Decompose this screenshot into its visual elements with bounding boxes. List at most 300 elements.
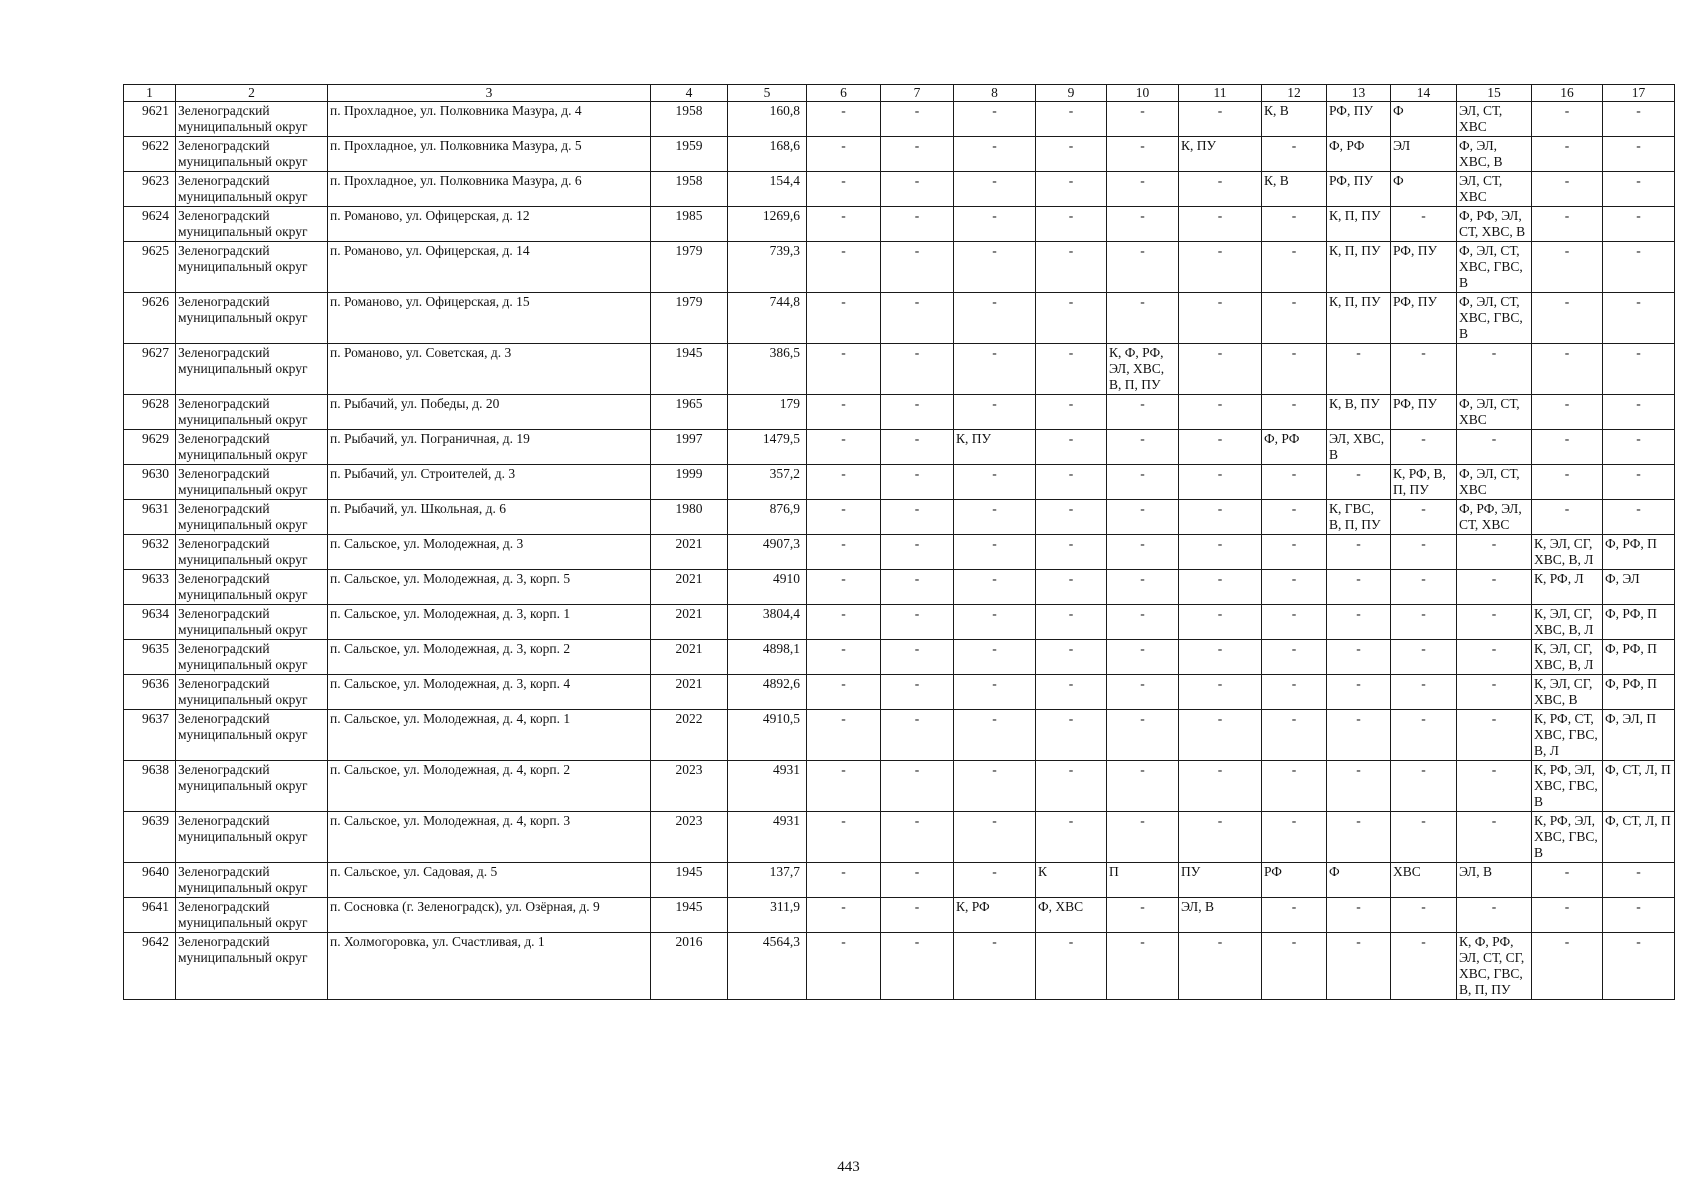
cell-district: Зеленоградский муниципальный округ xyxy=(176,102,328,137)
cell-c14: Ф xyxy=(1391,172,1457,207)
cell-c6: - xyxy=(807,863,881,898)
cell-c12: К, В xyxy=(1262,172,1327,207)
cell-c11: К, ПУ xyxy=(1179,137,1262,172)
cell-c8: К, ПУ xyxy=(954,430,1036,465)
cell-c14: - xyxy=(1391,344,1457,395)
cell-c16: К, РФ, Л xyxy=(1532,570,1603,605)
cell-num: 9630 xyxy=(124,465,176,500)
cell-c8: - xyxy=(954,605,1036,640)
cell-c9: К xyxy=(1036,863,1107,898)
cell-district: Зеленоградский муниципальный округ xyxy=(176,933,328,1000)
cell-c7: - xyxy=(881,675,954,710)
cell-c9: - xyxy=(1036,710,1107,761)
cell-c7: - xyxy=(881,863,954,898)
cell-c15: - xyxy=(1457,535,1532,570)
cell-c9: - xyxy=(1036,812,1107,863)
cell-c11: - xyxy=(1179,207,1262,242)
cell-year: 1959 xyxy=(651,137,728,172)
cell-c7: - xyxy=(881,570,954,605)
cell-c13: - xyxy=(1327,761,1391,812)
cell-year: 1945 xyxy=(651,344,728,395)
cell-c10: - xyxy=(1107,570,1179,605)
cell-c15: Ф, РФ, ЭЛ, СТ, ХВС, В xyxy=(1457,207,1532,242)
cell-c15: ЭЛ, В xyxy=(1457,863,1532,898)
cell-c7: - xyxy=(881,207,954,242)
cell-c13: - xyxy=(1327,570,1391,605)
cell-c16: - xyxy=(1532,933,1603,1000)
cell-num: 9623 xyxy=(124,172,176,207)
cell-c17: - xyxy=(1603,102,1675,137)
cell-c6: - xyxy=(807,898,881,933)
cell-address: п. Романово, ул. Офицерская, д. 14 xyxy=(328,242,651,293)
cell-c10: - xyxy=(1107,430,1179,465)
cell-c7: - xyxy=(881,395,954,430)
cell-c15: Ф, РФ, ЭЛ, СТ, ХВС xyxy=(1457,500,1532,535)
cell-c12: - xyxy=(1262,137,1327,172)
cell-c14: - xyxy=(1391,898,1457,933)
cell-c14: - xyxy=(1391,675,1457,710)
cell-c8: - xyxy=(954,863,1036,898)
cell-c8: - xyxy=(954,395,1036,430)
cell-district: Зеленоградский муниципальный округ xyxy=(176,137,328,172)
cell-year: 2021 xyxy=(651,675,728,710)
cell-c6: - xyxy=(807,933,881,1000)
cell-c8: - xyxy=(954,102,1036,137)
cell-c7: - xyxy=(881,293,954,344)
cell-c11: - xyxy=(1179,570,1262,605)
cell-c17: - xyxy=(1603,344,1675,395)
cell-num: 9627 xyxy=(124,344,176,395)
cell-c14: - xyxy=(1391,500,1457,535)
cell-c16: - xyxy=(1532,242,1603,293)
cell-c16: - xyxy=(1532,395,1603,430)
cell-area: 386,5 xyxy=(728,344,807,395)
cell-c7: - xyxy=(881,137,954,172)
cell-c17: Ф, ЭЛ xyxy=(1603,570,1675,605)
cell-c16: К, ЭЛ, СГ, ХВС, В, Л xyxy=(1532,605,1603,640)
cell-year: 1985 xyxy=(651,207,728,242)
cell-district: Зеленоградский муниципальный округ xyxy=(176,242,328,293)
cell-c8: - xyxy=(954,344,1036,395)
cell-c10: - xyxy=(1107,293,1179,344)
cell-c14: ХВС xyxy=(1391,863,1457,898)
cell-year: 2021 xyxy=(651,570,728,605)
cell-c11: - xyxy=(1179,465,1262,500)
cell-c16: - xyxy=(1532,172,1603,207)
cell-c12: - xyxy=(1262,605,1327,640)
cell-c13: К, П, ПУ xyxy=(1327,293,1391,344)
cell-num: 9634 xyxy=(124,605,176,640)
cell-c13: Ф xyxy=(1327,863,1391,898)
column-header-10: 10 xyxy=(1107,85,1179,102)
cell-c6: - xyxy=(807,500,881,535)
table-row xyxy=(124,344,1675,395)
cell-c12: Ф, РФ xyxy=(1262,430,1327,465)
cell-c10: - xyxy=(1107,102,1179,137)
cell-c11: - xyxy=(1179,172,1262,207)
cell-c15: ЭЛ, СТ, ХВС xyxy=(1457,102,1532,137)
cell-c13: - xyxy=(1327,675,1391,710)
cell-c13: К, В, ПУ xyxy=(1327,395,1391,430)
cell-c16: - xyxy=(1532,207,1603,242)
cell-area: 4910,5 xyxy=(728,710,807,761)
cell-c16: - xyxy=(1532,344,1603,395)
cell-address: п. Прохладное, ул. Полковника Мазура, д. 6 xyxy=(328,172,651,207)
cell-c6: - xyxy=(807,640,881,675)
cell-c7: - xyxy=(881,172,954,207)
cell-c10: - xyxy=(1107,710,1179,761)
cell-c6: - xyxy=(807,570,881,605)
cell-district: Зеленоградский муниципальный округ xyxy=(176,898,328,933)
cell-c12: - xyxy=(1262,207,1327,242)
cell-c11: - xyxy=(1179,710,1262,761)
cell-c11: - xyxy=(1179,242,1262,293)
cell-c9: - xyxy=(1036,535,1107,570)
cell-year: 2021 xyxy=(651,605,728,640)
table-row xyxy=(124,465,1675,500)
cell-c17: - xyxy=(1603,863,1675,898)
cell-c14: - xyxy=(1391,570,1457,605)
cell-c7: - xyxy=(881,710,954,761)
cell-c11: - xyxy=(1179,293,1262,344)
table-row xyxy=(124,500,1675,535)
cell-c13: ЭЛ, ХВС, В xyxy=(1327,430,1391,465)
cell-district: Зеленоградский муниципальный округ xyxy=(176,172,328,207)
cell-c13: - xyxy=(1327,344,1391,395)
cell-year: 1979 xyxy=(651,293,728,344)
cell-c9: - xyxy=(1036,395,1107,430)
cell-c15: - xyxy=(1457,812,1532,863)
cell-c8: - xyxy=(954,293,1036,344)
cell-c15: Ф, ЭЛ, ХВС, В xyxy=(1457,137,1532,172)
cell-c7: - xyxy=(881,640,954,675)
cell-c16: К, ЭЛ, СГ, ХВС, В, Л xyxy=(1532,640,1603,675)
cell-c14: РФ, ПУ xyxy=(1391,293,1457,344)
cell-c13: - xyxy=(1327,605,1391,640)
cell-c10: - xyxy=(1107,761,1179,812)
cell-c7: - xyxy=(881,344,954,395)
cell-year: 1958 xyxy=(651,102,728,137)
cell-c16: - xyxy=(1532,863,1603,898)
cell-year: 1965 xyxy=(651,395,728,430)
cell-district: Зеленоградский муниципальный округ xyxy=(176,675,328,710)
cell-area: 1269,6 xyxy=(728,207,807,242)
cell-district: Зеленоградский муниципальный округ xyxy=(176,465,328,500)
cell-c9: - xyxy=(1036,293,1107,344)
cell-district: Зеленоградский муниципальный округ xyxy=(176,344,328,395)
cell-year: 2023 xyxy=(651,812,728,863)
cell-c17: Ф, ЭЛ, П xyxy=(1603,710,1675,761)
cell-c13: К, П, ПУ xyxy=(1327,242,1391,293)
cell-c12: - xyxy=(1262,812,1327,863)
cell-c7: - xyxy=(881,500,954,535)
cell-c9: - xyxy=(1036,933,1107,1000)
cell-c8: - xyxy=(954,640,1036,675)
table-row xyxy=(124,812,1675,863)
cell-c11: - xyxy=(1179,933,1262,1000)
cell-c16: К, РФ, ЭЛ, ХВС, ГВС, В xyxy=(1532,812,1603,863)
cell-area: 168,6 xyxy=(728,137,807,172)
cell-c12: - xyxy=(1262,395,1327,430)
cell-c15: - xyxy=(1457,344,1532,395)
cell-c10: - xyxy=(1107,207,1179,242)
cell-c12: К, В xyxy=(1262,102,1327,137)
cell-c9: - xyxy=(1036,500,1107,535)
table-row xyxy=(124,605,1675,640)
cell-c6: - xyxy=(807,395,881,430)
cell-c15: - xyxy=(1457,605,1532,640)
cell-district: Зеленоградский муниципальный округ xyxy=(176,430,328,465)
cell-c17: - xyxy=(1603,500,1675,535)
cell-c9: - xyxy=(1036,465,1107,500)
cell-c9: - xyxy=(1036,605,1107,640)
cell-area: 179 xyxy=(728,395,807,430)
cell-c8: - xyxy=(954,761,1036,812)
cell-num: 9641 xyxy=(124,898,176,933)
cell-c8: - xyxy=(954,137,1036,172)
cell-c10: - xyxy=(1107,898,1179,933)
table-row xyxy=(124,395,1675,430)
cell-district: Зеленоградский муниципальный округ xyxy=(176,640,328,675)
cell-c15: - xyxy=(1457,710,1532,761)
cell-district: Зеленоградский муниципальный округ xyxy=(176,605,328,640)
cell-area: 311,9 xyxy=(728,898,807,933)
cell-district: Зеленоградский муниципальный округ xyxy=(176,207,328,242)
cell-address: п. Романово, ул. Советская, д. 3 xyxy=(328,344,651,395)
cell-area: 4898,1 xyxy=(728,640,807,675)
cell-c10: - xyxy=(1107,605,1179,640)
cell-c8: - xyxy=(954,710,1036,761)
cell-num: 9621 xyxy=(124,102,176,137)
cell-address: п. Рыбачий, ул. Победы, д. 20 xyxy=(328,395,651,430)
cell-c6: - xyxy=(807,761,881,812)
table-row xyxy=(124,898,1675,933)
cell-num: 9631 xyxy=(124,500,176,535)
cell-num: 9642 xyxy=(124,933,176,1000)
cell-num: 9636 xyxy=(124,675,176,710)
cell-area: 4892,6 xyxy=(728,675,807,710)
cell-c6: - xyxy=(807,102,881,137)
column-header-9: 9 xyxy=(1036,85,1107,102)
cell-c9: - xyxy=(1036,640,1107,675)
cell-c12: - xyxy=(1262,710,1327,761)
cell-year: 2022 xyxy=(651,710,728,761)
cell-year: 1997 xyxy=(651,430,728,465)
cell-year: 2016 xyxy=(651,933,728,1000)
cell-c8: - xyxy=(954,242,1036,293)
cell-num: 9635 xyxy=(124,640,176,675)
cell-c6: - xyxy=(807,812,881,863)
cell-address: п. Рыбачий, ул. Школьная, д. 6 xyxy=(328,500,651,535)
cell-num: 9640 xyxy=(124,863,176,898)
cell-district: Зеленоградский муниципальный округ xyxy=(176,500,328,535)
table-row xyxy=(124,535,1675,570)
cell-district: Зеленоградский муниципальный округ xyxy=(176,535,328,570)
table-row xyxy=(124,640,1675,675)
cell-c16: К, ЭЛ, СГ, ХВС, В xyxy=(1532,675,1603,710)
cell-num: 9633 xyxy=(124,570,176,605)
cell-c11: - xyxy=(1179,344,1262,395)
column-header-14: 14 xyxy=(1391,85,1457,102)
cell-c13: - xyxy=(1327,812,1391,863)
cell-c15: - xyxy=(1457,898,1532,933)
column-header-17: 17 xyxy=(1603,85,1675,102)
cell-c12: - xyxy=(1262,675,1327,710)
cell-c9: - xyxy=(1036,172,1107,207)
cell-address: п. Сальское, ул. Молодежная, д. 4, корп. 2 xyxy=(328,761,651,812)
cell-c8: - xyxy=(954,535,1036,570)
table-row xyxy=(124,102,1675,137)
cell-c17: - xyxy=(1603,207,1675,242)
cell-c10: - xyxy=(1107,933,1179,1000)
cell-c12: - xyxy=(1262,465,1327,500)
cell-c11: - xyxy=(1179,102,1262,137)
cell-c17: - xyxy=(1603,293,1675,344)
cell-c9: - xyxy=(1036,761,1107,812)
cell-c14: РФ, ПУ xyxy=(1391,242,1457,293)
cell-c6: - xyxy=(807,430,881,465)
cell-num: 9629 xyxy=(124,430,176,465)
table-row xyxy=(124,710,1675,761)
cell-c8: - xyxy=(954,500,1036,535)
table-row xyxy=(124,570,1675,605)
cell-district: Зеленоградский муниципальный округ xyxy=(176,395,328,430)
cell-year: 1979 xyxy=(651,242,728,293)
cell-c13: - xyxy=(1327,640,1391,675)
cell-area: 3804,4 xyxy=(728,605,807,640)
cell-year: 2021 xyxy=(651,640,728,675)
cell-area: 876,9 xyxy=(728,500,807,535)
cell-c14: ЭЛ xyxy=(1391,137,1457,172)
cell-c16: К, ЭЛ, СГ, ХВС, В, Л xyxy=(1532,535,1603,570)
cell-c16: - xyxy=(1532,430,1603,465)
cell-district: Зеленоградский муниципальный округ xyxy=(176,570,328,605)
cell-c13: - xyxy=(1327,898,1391,933)
cell-area: 137,7 xyxy=(728,863,807,898)
cell-c16: К, РФ, ЭЛ, ХВС, ГВС, В xyxy=(1532,761,1603,812)
table-row xyxy=(124,293,1675,344)
cell-c17: - xyxy=(1603,933,1675,1000)
cell-c15: ЭЛ, СТ, ХВС xyxy=(1457,172,1532,207)
cell-area: 739,3 xyxy=(728,242,807,293)
cell-address: п. Романово, ул. Офицерская, д. 15 xyxy=(328,293,651,344)
cell-c13: К, П, ПУ xyxy=(1327,207,1391,242)
table-row xyxy=(124,207,1675,242)
column-header-12: 12 xyxy=(1262,85,1327,102)
cell-c13: РФ, ПУ xyxy=(1327,172,1391,207)
table-row xyxy=(124,242,1675,293)
cell-c11: - xyxy=(1179,605,1262,640)
cell-year: 1945 xyxy=(651,898,728,933)
cell-c16: - xyxy=(1532,137,1603,172)
cell-c12: - xyxy=(1262,293,1327,344)
cell-c17: - xyxy=(1603,137,1675,172)
cell-address: п. Рыбачий, ул. Строителей, д. 3 xyxy=(328,465,651,500)
cell-c6: - xyxy=(807,344,881,395)
cell-c12: - xyxy=(1262,242,1327,293)
column-header-5: 5 xyxy=(728,85,807,102)
cell-num: 9626 xyxy=(124,293,176,344)
cell-c16: - xyxy=(1532,293,1603,344)
cell-c6: - xyxy=(807,293,881,344)
cell-c7: - xyxy=(881,933,954,1000)
column-header-2: 2 xyxy=(176,85,328,102)
cell-district: Зеленоградский муниципальный округ xyxy=(176,761,328,812)
cell-address: п. Сальское, ул. Молодежная, д. 3, корп. 2 xyxy=(328,640,651,675)
column-header-16: 16 xyxy=(1532,85,1603,102)
cell-c12: - xyxy=(1262,344,1327,395)
cell-num: 9632 xyxy=(124,535,176,570)
cell-district: Зеленоградский муниципальный округ xyxy=(176,863,328,898)
cell-c14: - xyxy=(1391,430,1457,465)
cell-c14: - xyxy=(1391,640,1457,675)
cell-c8: - xyxy=(954,172,1036,207)
cell-address: п. Рыбачий, ул. Пограничная, д. 19 xyxy=(328,430,651,465)
cell-num: 9637 xyxy=(124,710,176,761)
cell-num: 9625 xyxy=(124,242,176,293)
cell-c11: - xyxy=(1179,812,1262,863)
cell-c6: - xyxy=(807,535,881,570)
cell-c7: - xyxy=(881,535,954,570)
cell-c10: - xyxy=(1107,395,1179,430)
cell-area: 4907,3 xyxy=(728,535,807,570)
cell-c11: - xyxy=(1179,640,1262,675)
cell-c12: - xyxy=(1262,898,1327,933)
cell-c11: ПУ xyxy=(1179,863,1262,898)
cell-c17: Ф, СТ, Л, П xyxy=(1603,812,1675,863)
cell-year: 1999 xyxy=(651,465,728,500)
cell-address: п. Холмогоровка, ул. Счастливая, д. 1 xyxy=(328,933,651,1000)
cell-c17: - xyxy=(1603,242,1675,293)
cell-c9: - xyxy=(1036,430,1107,465)
cell-c11: - xyxy=(1179,535,1262,570)
cell-c12: РФ xyxy=(1262,863,1327,898)
cell-c17: Ф, РФ, П xyxy=(1603,640,1675,675)
cell-c10: - xyxy=(1107,242,1179,293)
cell-district: Зеленоградский муниципальный округ xyxy=(176,812,328,863)
cell-address: п. Сальское, ул. Молодежная, д. 3, корп. 5 xyxy=(328,570,651,605)
cell-c7: - xyxy=(881,761,954,812)
cell-c9: - xyxy=(1036,675,1107,710)
cell-num: 9639 xyxy=(124,812,176,863)
column-header-15: 15 xyxy=(1457,85,1532,102)
register-table xyxy=(123,84,1675,1000)
cell-district: Зеленоградский муниципальный округ xyxy=(176,710,328,761)
cell-c13: Ф, РФ xyxy=(1327,137,1391,172)
table-header xyxy=(124,85,1675,102)
cell-c13: - xyxy=(1327,535,1391,570)
cell-c12: - xyxy=(1262,640,1327,675)
cell-address: п. Сальское, ул. Молодежная, д. 3, корп. 4 xyxy=(328,675,651,710)
cell-c14: - xyxy=(1391,605,1457,640)
cell-c10: П xyxy=(1107,863,1179,898)
cell-c6: - xyxy=(807,710,881,761)
cell-c17: - xyxy=(1603,172,1675,207)
cell-c6: - xyxy=(807,207,881,242)
cell-c14: - xyxy=(1391,710,1457,761)
cell-c10: - xyxy=(1107,535,1179,570)
column-header-7: 7 xyxy=(881,85,954,102)
cell-address: п. Сальское, ул. Молодежная, д. 3, корп. 1 xyxy=(328,605,651,640)
cell-c15: - xyxy=(1457,640,1532,675)
cell-c16: - xyxy=(1532,500,1603,535)
cell-year: 2023 xyxy=(651,761,728,812)
cell-c13: - xyxy=(1327,933,1391,1000)
header-row xyxy=(124,85,1675,102)
table-body xyxy=(124,102,1675,1000)
cell-c11: - xyxy=(1179,761,1262,812)
cell-district: Зеленоградский муниципальный округ xyxy=(176,293,328,344)
